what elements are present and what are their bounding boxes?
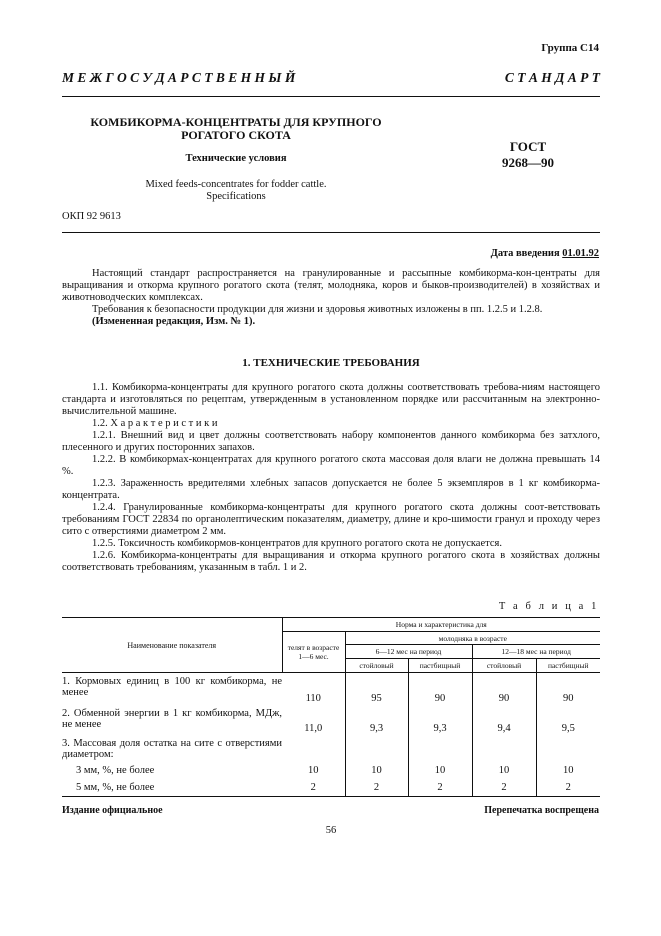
intro-paragraph-1: Настоящий стандарт распространяется на гранулированные и рассыпные комбикорма-кон-центраты для выращивания и откорма крупного рогатого скота (телят, молодняка, коров и быков-производителей) в хозяйствах и животноводческих комплексах. — [62, 268, 600, 303]
english-title — [62, 179, 410, 203]
clause-1-2: 1.2. Х а р а к т е р и с т и к и — [92, 418, 218, 429]
english-title-line-1: Mixed feeds-concentrates for fodder cattle. — [145, 179, 327, 190]
cell-value: 10 — [536, 762, 600, 779]
header-norm: Норма и характеристика для — [282, 618, 600, 632]
header-pasture-1: пастбищный — [408, 659, 472, 673]
cell-value: 9,3 — [345, 704, 408, 734]
title-line-2: РОГАТОГО СКОТА — [181, 128, 291, 142]
cell-value: 90 — [472, 673, 536, 704]
official-edition: Издание официальное — [62, 805, 163, 816]
header-12-18-months: 12—18 мес на период — [472, 645, 600, 659]
page-number: 56 — [325, 825, 337, 836]
cell-value: 2 — [282, 779, 345, 797]
section-1-text — [62, 382, 600, 574]
gost-code: 9268—90 — [502, 155, 554, 170]
effective-date — [491, 248, 599, 259]
standard-banner — [62, 70, 600, 86]
cell-value: 9,4 — [472, 704, 536, 734]
cell-value: 2 — [536, 779, 600, 797]
clause-1-2-4: 1.2.4. Гранулированные комбикорма-концентраты для крупного рогатого скота должны соот-ветствовать требованиям ГОСТ 22834 по органолептическим показателям, диаметру, длине и кро-шимости гранул и проходу через сито с отверстиями диаметром 2 мм. — [62, 502, 600, 537]
clause-1-2-1: 1.2.1. Внешний вид и цвет должны соответствовать набору компонентов данного комбикорма без затхлого, плесенного и других посторонних запахов. — [62, 430, 600, 453]
cell-value: 10 — [408, 762, 472, 779]
cell-value: 110 — [305, 692, 321, 704]
row-name: 3. Массовая доля остатка на сите с отверстиями диаметром: — [62, 737, 282, 760]
section-1-title: 1. ТЕХНИЧЕСКИЕ ТРЕБОВАНИЯ — [242, 357, 420, 369]
header-rule — [62, 96, 600, 97]
cell-value — [345, 734, 408, 762]
table-row — [62, 734, 600, 762]
clause-1-2-5: 1.2.5. Токсичность комбикормов-концентратов для крупного рогатого скота не допускается. — [92, 538, 502, 549]
banner-word-2: С Т А Н Д А Р Т — [504, 70, 600, 85]
title-rule — [62, 232, 600, 233]
cell-value: 90 — [536, 673, 600, 704]
table-1-caption: Т а б л и ц а 1 — [498, 601, 599, 612]
okp-code: ОКП 92 9613 — [62, 211, 121, 222]
intro-text — [62, 268, 600, 328]
row-name: 3 мм, %, не более — [76, 764, 155, 776]
banner-word-1: М Е Ж Г О С У Д А Р С Т В Е Н Н Ы Й — [62, 70, 296, 85]
header-young: молодняка в возрасте — [345, 632, 600, 645]
cell-value: 9,3 — [408, 704, 472, 734]
header-calves: телят в возрасте 1—6 мес. — [282, 632, 345, 673]
cell-value: 2 — [408, 779, 472, 797]
group-code: Группа С14 — [541, 42, 599, 54]
row-name: 5 мм, %, не более — [62, 779, 282, 797]
cell-value: 10 — [345, 762, 408, 779]
reprint-prohibited: Перепечатка воспрещена — [484, 805, 599, 816]
intro-amendment: (Измененная редакция, Изм. № 1). — [92, 316, 256, 327]
clause-1-2-6: 1.2.6. Комбикорма-концентраты для выращивания и откорма крупного рогатого скота в хозяйствах должны соответствовать требованиям, указанным в табл. 1 и 2. — [62, 550, 600, 573]
cell-value — [536, 734, 600, 762]
header-pasture-2: пастбищный — [536, 659, 600, 673]
title-line-1: КОМБИКОРМА-КОНЦЕНТРАТЫ ДЛЯ КРУПНОГО — [90, 115, 382, 129]
header-stall-1: стойловый — [345, 659, 408, 673]
table-row — [62, 779, 600, 797]
cell-value: 2 — [472, 779, 536, 797]
cell-value: 10 — [472, 762, 536, 779]
document-title — [62, 116, 410, 142]
table-row — [62, 673, 600, 704]
header-stall-2: стойловый — [472, 659, 536, 673]
header-indicator: Наименование показателя — [62, 618, 282, 673]
table-1 — [62, 617, 600, 797]
cell-value: 11,0 — [304, 722, 323, 734]
cell-value — [282, 734, 345, 762]
header-6-12-months: 6—12 мес на период — [345, 645, 472, 659]
row-name: 1. Кормовых единиц в 100 кг комбикорма, не менее — [62, 676, 282, 698]
cell-value: 10 — [308, 764, 319, 776]
english-title-line-2: Specifications — [206, 191, 266, 202]
gost-number — [458, 139, 598, 171]
clause-1-1: 1.1. Комбикорма-концентраты для крупного рогатого скота должны соответствовать требова-ниям настоящего стандарта и изготовляться по рецептам, утвержденным в установленном порядке или рассчитанным на электронно-вычислительной машине. — [62, 382, 600, 417]
cell-value — [408, 734, 472, 762]
subtitle: Технические условия — [185, 153, 287, 164]
cell-value: 2 — [345, 779, 408, 797]
date-value: 01.01.92 — [562, 248, 599, 259]
table-row — [62, 762, 600, 779]
clause-1-2-2: 1.2.2. В комбикормах-концентратах для крупного рогатого скота массовая доля влаги не должна превышать 14 %. — [62, 454, 600, 477]
cell-value: 9,5 — [536, 704, 600, 734]
cell-value: 95 — [345, 673, 408, 704]
date-label: Дата введения — [490, 248, 563, 259]
cell-value — [472, 734, 536, 762]
clause-1-2-3: 1.2.3. Зараженность вредителями хлебных запасов допускается не более 5 экземпляров в 1 кг комбикорма-концентрата. — [62, 478, 600, 501]
table-row — [62, 704, 600, 734]
row-name: 2. Обменной энергии в 1 кг комбикорма, МДж, не менее — [62, 707, 282, 730]
gost-label: ГОСТ — [509, 139, 547, 154]
intro-paragraph-2: Требования к безопасности продукции для жизни и здоровья животных изложены в пп. 1.2.5 и 1.2.8. — [92, 304, 543, 315]
cell-value: 90 — [408, 673, 472, 704]
